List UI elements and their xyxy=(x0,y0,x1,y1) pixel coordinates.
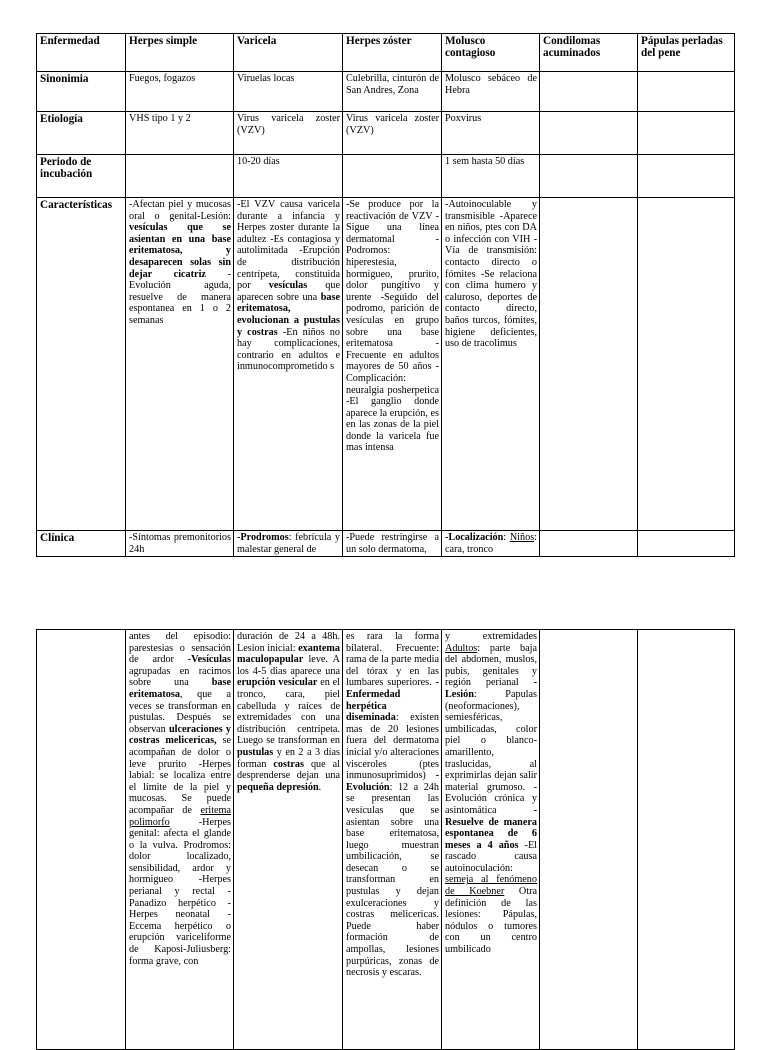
bold-run: -Vesículas xyxy=(187,654,231,666)
text-run: es rara la forma bilateral. Frecuente: rama de la parte media del tórax y en las lumbares superiores. xyxy=(346,631,439,689)
cell-sinonimia-pap xyxy=(638,72,735,112)
text-run: -El rascado causa autoinoculación: xyxy=(445,839,537,874)
underlined-run: semeja al fenómeno de Koebner xyxy=(445,874,537,898)
text-run: Otra definición de las lesiones: Pápulas, nódulos o tumores con un centro umbilicado xyxy=(445,886,537,956)
text-run: -Afectan piel y mucosas oral o genital xyxy=(129,199,231,222)
cell-etiologia-var: Virus varicela zoster (VZV) xyxy=(234,112,343,155)
bold-run: -Resuelve de manera espontanea de 6 meses a 4 años xyxy=(445,804,537,851)
text-run: -El VZV causa varicela durante a infancia y Herpes zoster durante la adultez -Es contagiosa y autolimitada -Erupción de distribución centrípeta, constituida por xyxy=(237,199,340,292)
cell-clinica-hz: -Puede restringirse a un solo dermatoma, xyxy=(343,531,442,557)
text-run: -Lesión: xyxy=(197,210,231,222)
row-clinica-continued xyxy=(37,630,735,1050)
text-run: que aparecen sobre una xyxy=(237,280,340,303)
header-papulas-perladas: Pápulas perladas del pene xyxy=(638,34,735,72)
bold-run: pequeña depresión xyxy=(237,781,319,793)
bold-run: exantema maculopapular xyxy=(237,642,340,666)
text-run: y en 2 a 3 días forman xyxy=(237,746,340,770)
cell-incubacion-hz xyxy=(343,155,442,198)
cell-clinica2-label xyxy=(37,630,126,1050)
row-incubacion xyxy=(37,155,735,198)
cell-sinonimia-mol: Molusco sebáceo de Hebra xyxy=(442,72,540,112)
text-run: antes del episodio: parestesias o sensación de ardor xyxy=(129,631,231,666)
cell-etiologia-hz: Virus varicela zoster (VZV) xyxy=(343,112,442,155)
cell-clinica2-pap xyxy=(638,630,735,1050)
bold-run: vesículas que se asientan en una base eritematosa, y desaparecen solas sin dejar cicatriz xyxy=(129,222,231,280)
cell-clinica2-mol xyxy=(442,630,540,1050)
text-run xyxy=(504,886,519,897)
cell-clinica2-cond xyxy=(540,630,638,1050)
clinica-var-text: : febrícula y malestar general de xyxy=(237,532,340,555)
text-run: . xyxy=(318,781,322,793)
text-run: : Papulas (neoformaciones), semiesféricas, umbilicadas, color piel o blanco-amarillento, traslucidas, al exprimirlas dejan salir material grumoso. -Evolución crónica y asintomática xyxy=(445,688,537,816)
bold-run: pustulas xyxy=(237,746,274,758)
cell-sinonimia-var: Viruelas locas xyxy=(234,72,343,112)
bold-run: -Enfermedad herpética diseminada xyxy=(346,677,439,724)
disease-table-page-1 xyxy=(36,33,735,557)
text-run: : parte baja del abdomen, muslos, pubis, genitales y región perianal xyxy=(445,642,537,689)
bold-run: -Lesión xyxy=(445,677,537,700)
cell-caract-pap xyxy=(638,198,735,531)
bold-run: -Evolución xyxy=(346,770,439,793)
cell-sinonimia-hs: Fuegos, fogazos xyxy=(126,72,234,112)
row-label-caracteristicas: Características xyxy=(37,198,126,531)
row-sinonimia xyxy=(37,72,735,112)
cell-clinica2-var xyxy=(234,630,343,1050)
cell-caract-var xyxy=(234,198,343,531)
cell-sinonimia-cond xyxy=(540,72,638,112)
header-condilomas: Condilomas acuminados xyxy=(540,34,638,72)
clinica-var-bold: -Prodromos xyxy=(237,532,289,543)
cell-etiologia-pap xyxy=(638,112,735,155)
clinica-mol-text-2: : cara, tronco xyxy=(445,532,537,555)
cell-clinica-cond xyxy=(540,531,638,557)
text-run: : existen mas de 20 lesiones fuera del dermatoma inicial y/o alteraciones visceroles (ptes inmunosuprimidos) xyxy=(346,712,439,782)
text-run: agrupadas en racimos sobre una xyxy=(129,665,231,689)
disease-table-page-2 xyxy=(36,629,735,1050)
text-run: -Evolución aguda, resuelve de manera espontanea en 1 o 2 semanas xyxy=(129,268,231,326)
cell-incubacion-hs xyxy=(126,155,234,198)
row-caracteristicas xyxy=(37,198,735,531)
header-row xyxy=(37,34,735,72)
text-run: -Herpes genital: afecta el glande o la vulva. Prodromos: dolor localizado, sensibilidad, ardor y hormigueo -Herpes perianal y rectal -Panadizo herpético -Herpes neonatal -Eccema herpético o erupción variceliforme de Kaposi-Juliusberg: forma grave, con xyxy=(129,816,231,967)
text-run: leve. A los 4-5 dias aparece una xyxy=(237,654,340,677)
cell-clinica-mol xyxy=(442,531,540,557)
cell-clinica2-hz xyxy=(343,630,442,1050)
clinica-mol-text: : xyxy=(503,532,507,543)
cell-incubacion-var: 10-20 días xyxy=(234,155,343,198)
bold-run: erupción vesicular xyxy=(237,677,318,689)
cell-incubacion-pap xyxy=(638,155,735,198)
cell-incubacion-cond xyxy=(540,155,638,198)
row-clinica xyxy=(37,531,735,557)
text-run: en el tronco, cara, piel cabelluda y raíces de extremidades con una distribución centrípeta. Luego se transforman en xyxy=(237,677,341,747)
header-varicela: Varicela xyxy=(234,34,343,72)
header-molusco: Molusco contagioso xyxy=(442,34,540,72)
clinica-mol-underline: Niños xyxy=(509,532,535,543)
row-etiologia xyxy=(37,112,735,155)
page-break xyxy=(0,593,768,627)
cell-caract-cond xyxy=(540,198,638,531)
bold-run: vesículas xyxy=(268,280,308,292)
underlined-run: Adultos xyxy=(445,642,478,654)
text-run: que al desprenderse dejan una xyxy=(237,758,340,782)
row-label-clinica: Clínica xyxy=(37,531,126,557)
text-run: y extremidades xyxy=(445,631,537,642)
underlined-run: eritema polimorfo xyxy=(129,804,231,828)
header-herpes-zoster: Herpes zóster xyxy=(343,34,442,72)
cell-sinonimia-hz: Culebrilla, cinturón de San Andres, Zona xyxy=(343,72,442,112)
cell-caract-mol: -Autoinoculable y transmisible -Aparece en niños, ptes con DA o infección con VIH -Vía de transmisión: contacto directo o fómites -Se relaciona con clima humero y caluroso, deportes de contacto directo, baños turcos, fómites, higiene deficientes, uso de tracolimus xyxy=(442,198,540,531)
cell-clinica-hs: -Síntomas premonitorios 24h xyxy=(126,531,234,557)
bold-run: ulceraciones y costras melicericas, xyxy=(129,723,231,747)
text-run: : 12 a 24h se presentan las vesículas que se asientan sobre una base eritematosa, luego muestran umbilicación, se desecan o se transforman en pustulas y dejan exulceraciones y costras melicericas. Puede haber formación de ampollas, lesiones purpúricas, zonas de necrosis y escaras. xyxy=(346,781,439,979)
cell-clinica-var xyxy=(234,531,343,557)
text-run: duración de 24 a 48h. Lesion inicial: xyxy=(237,631,340,654)
cell-etiologia-cond xyxy=(540,112,638,155)
header-herpes-simple: Herpes simple xyxy=(126,34,234,72)
text-run: , que a veces se transforman en pustulas. Después se observan xyxy=(129,688,231,735)
bold-run: costras xyxy=(273,758,304,770)
cell-etiologia-hs: VHS tipo 1 y 2 xyxy=(126,112,234,155)
cell-clinica-pap xyxy=(638,531,735,557)
text-run: se acompañan de dolor o leve prurito -Herpes labial: se localiza entre el límite de la piel y mucosas. Se puede acompañar de xyxy=(129,735,231,816)
row-label-incubacion: Periodo de incubación xyxy=(37,155,126,198)
cell-caract-hs xyxy=(126,198,234,531)
clinica-mol-bold: -Localización xyxy=(445,532,504,543)
cell-incubacion-mol: 1 sem hasta 50 días xyxy=(442,155,540,198)
bold-run: base eritematosa, evolucionan a pustulas y costras xyxy=(237,291,340,338)
row-label-sinonimia: Sinonimia xyxy=(37,72,126,112)
cell-caract-hz: -Se produce por la reactivación de VZV -Sigue una línea dermatomal -Podromos: hiperestesia, hormigueo, prurito, dolor pungitivo y urente -Seguido del podromo, parición de vesículas en grupo sobre una base eritematosa -Frecuente en adultos mayores de 50 años -Complicación: neuralgia posherpetica -El ganglio donde aparece la erupción, es en las zonas de la piel donde la varicela fue mas intensa xyxy=(343,198,442,531)
bold-run: base eritematosa xyxy=(129,677,231,700)
header-enfermedad: Enfermedad xyxy=(37,34,126,72)
cell-etiologia-mol: Poxvirus xyxy=(442,112,540,155)
row-label-etiologia: Etiología xyxy=(37,112,126,155)
cell-clinica2-hs xyxy=(126,630,234,1050)
text-run: -En niños no hay complicaciones, contrario en adultos e inmunocomprometido s xyxy=(237,326,340,373)
